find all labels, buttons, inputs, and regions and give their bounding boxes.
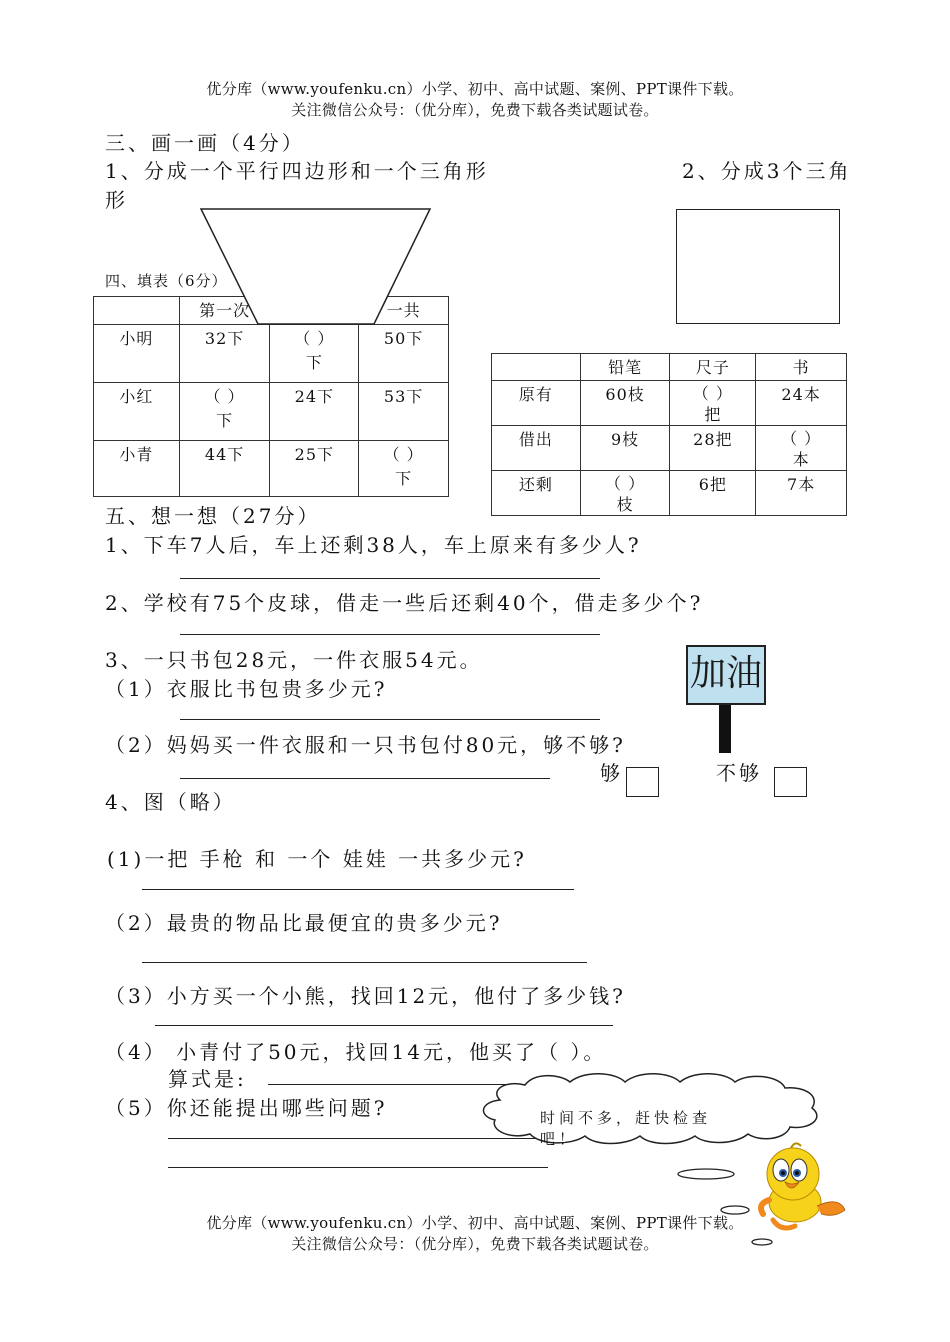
footer-line-2: 关注微信公众号：（优分库），免费下载各类试题试卷。 bbox=[291, 1235, 659, 1253]
question-2: 2、学校有75个皮球，借走一些后还剩40个，借走多少个? bbox=[105, 591, 704, 615]
not-enough-label: 不够 bbox=[716, 761, 762, 785]
bubble-text-line-2: 吧！ bbox=[540, 1130, 579, 1148]
table-cell: 6把 bbox=[670, 471, 756, 516]
table-cell: 24下 bbox=[270, 383, 359, 441]
table-cell: （ ） 本 bbox=[756, 426, 847, 471]
header-line-1: 优分库（www.youfenku.cn）小学、初中、高中试题、案例、PPT课件下载。 bbox=[206, 80, 744, 98]
question-4-5: （5）你还能提出哪些问题? bbox=[105, 1096, 388, 1120]
table-header-cell: 一共 bbox=[359, 297, 449, 325]
table-cell: （ ） 下 bbox=[179, 383, 270, 441]
question-3: 3、一只书包28元，一件衣服54元。 bbox=[105, 648, 483, 672]
question-4-3: （3）小方买一个小熊，找回12元，他付了多少钱? bbox=[105, 984, 626, 1008]
table-header-cell: 第一次 bbox=[179, 297, 270, 325]
table-cell: 53下 bbox=[359, 383, 449, 441]
table-cell: 还剩 bbox=[492, 471, 581, 516]
question-4-1: (1)一把 手枪 和 一个 娃娃 一共多少元? bbox=[107, 847, 527, 871]
table-cell: 25下 bbox=[270, 441, 359, 497]
table-cell: 原有 bbox=[492, 381, 581, 426]
section-3-question-2-wrap: 形 bbox=[105, 188, 128, 212]
table-header-cell: 尺子 bbox=[670, 354, 756, 381]
question-3-2: （2）妈妈买一件衣服和一只书包付80元，够不够? bbox=[105, 733, 626, 757]
table-cell: 小明 bbox=[94, 325, 180, 383]
table-cell: 60枝 bbox=[580, 381, 670, 426]
table-cell: （ ） 下 bbox=[359, 441, 449, 497]
question-4-2: （2）最贵的物品比最便宜的贵多少元? bbox=[105, 911, 503, 935]
cheer-sign: 加油 bbox=[686, 645, 766, 705]
table-cell: 24本 bbox=[756, 381, 847, 426]
footer-line-1: 优分库（www.youfenku.cn）小学、初中、高中试题、案例、PPT课件下载。 bbox=[206, 1214, 744, 1232]
table-cell: 9枝 bbox=[580, 426, 670, 471]
section-3-question-2: 2、分成3个三角 bbox=[682, 159, 852, 183]
table-cell: 50下 bbox=[359, 325, 449, 383]
bubble-text-line-1: 时间不多，赶快检查 bbox=[540, 1109, 712, 1127]
table-cell: 44下 bbox=[179, 441, 270, 497]
header-line-2: 关注微信公众号：（优分库），免费下载各类试题试卷。 bbox=[291, 101, 659, 119]
table-cell: 小青 bbox=[94, 441, 180, 497]
table-header-cell: 铅笔 bbox=[580, 354, 670, 381]
question-4: 4、图（略） bbox=[105, 790, 236, 814]
question-3-1: （1）衣服比书包贵多少元? bbox=[105, 677, 388, 701]
table-cell: （ ） 枝 bbox=[580, 471, 670, 516]
enough-label: 够 bbox=[600, 761, 623, 785]
section-3-title: 三、画一画（4分） bbox=[105, 131, 305, 155]
table-header-cell: 书 bbox=[756, 354, 847, 381]
table-cell: 7本 bbox=[756, 471, 847, 516]
question-4-4: （4） 小青付了50元，找回14元，他买了（ ）。 bbox=[105, 1040, 607, 1064]
question-4-4-formula: 算式是: bbox=[168, 1067, 247, 1091]
table-cell: （ ） 把 bbox=[670, 381, 756, 426]
table-cell: 32下 bbox=[179, 325, 270, 383]
section-4-title: 四、填表（6分） bbox=[105, 272, 228, 290]
table-cell: （ ） 下 bbox=[270, 325, 359, 383]
table-cell: 28把 bbox=[670, 426, 756, 471]
question-1: 1、下车7人后，车上还剩38人，车上原来有多少人? bbox=[105, 533, 642, 557]
table-cell: 借出 bbox=[492, 426, 581, 471]
section-3-question-1: 1、分成一个平行四边形和一个三角形 bbox=[105, 159, 489, 183]
table-cell: 小红 bbox=[94, 383, 180, 441]
section-5-title: 五、想一想（27分） bbox=[105, 504, 321, 528]
